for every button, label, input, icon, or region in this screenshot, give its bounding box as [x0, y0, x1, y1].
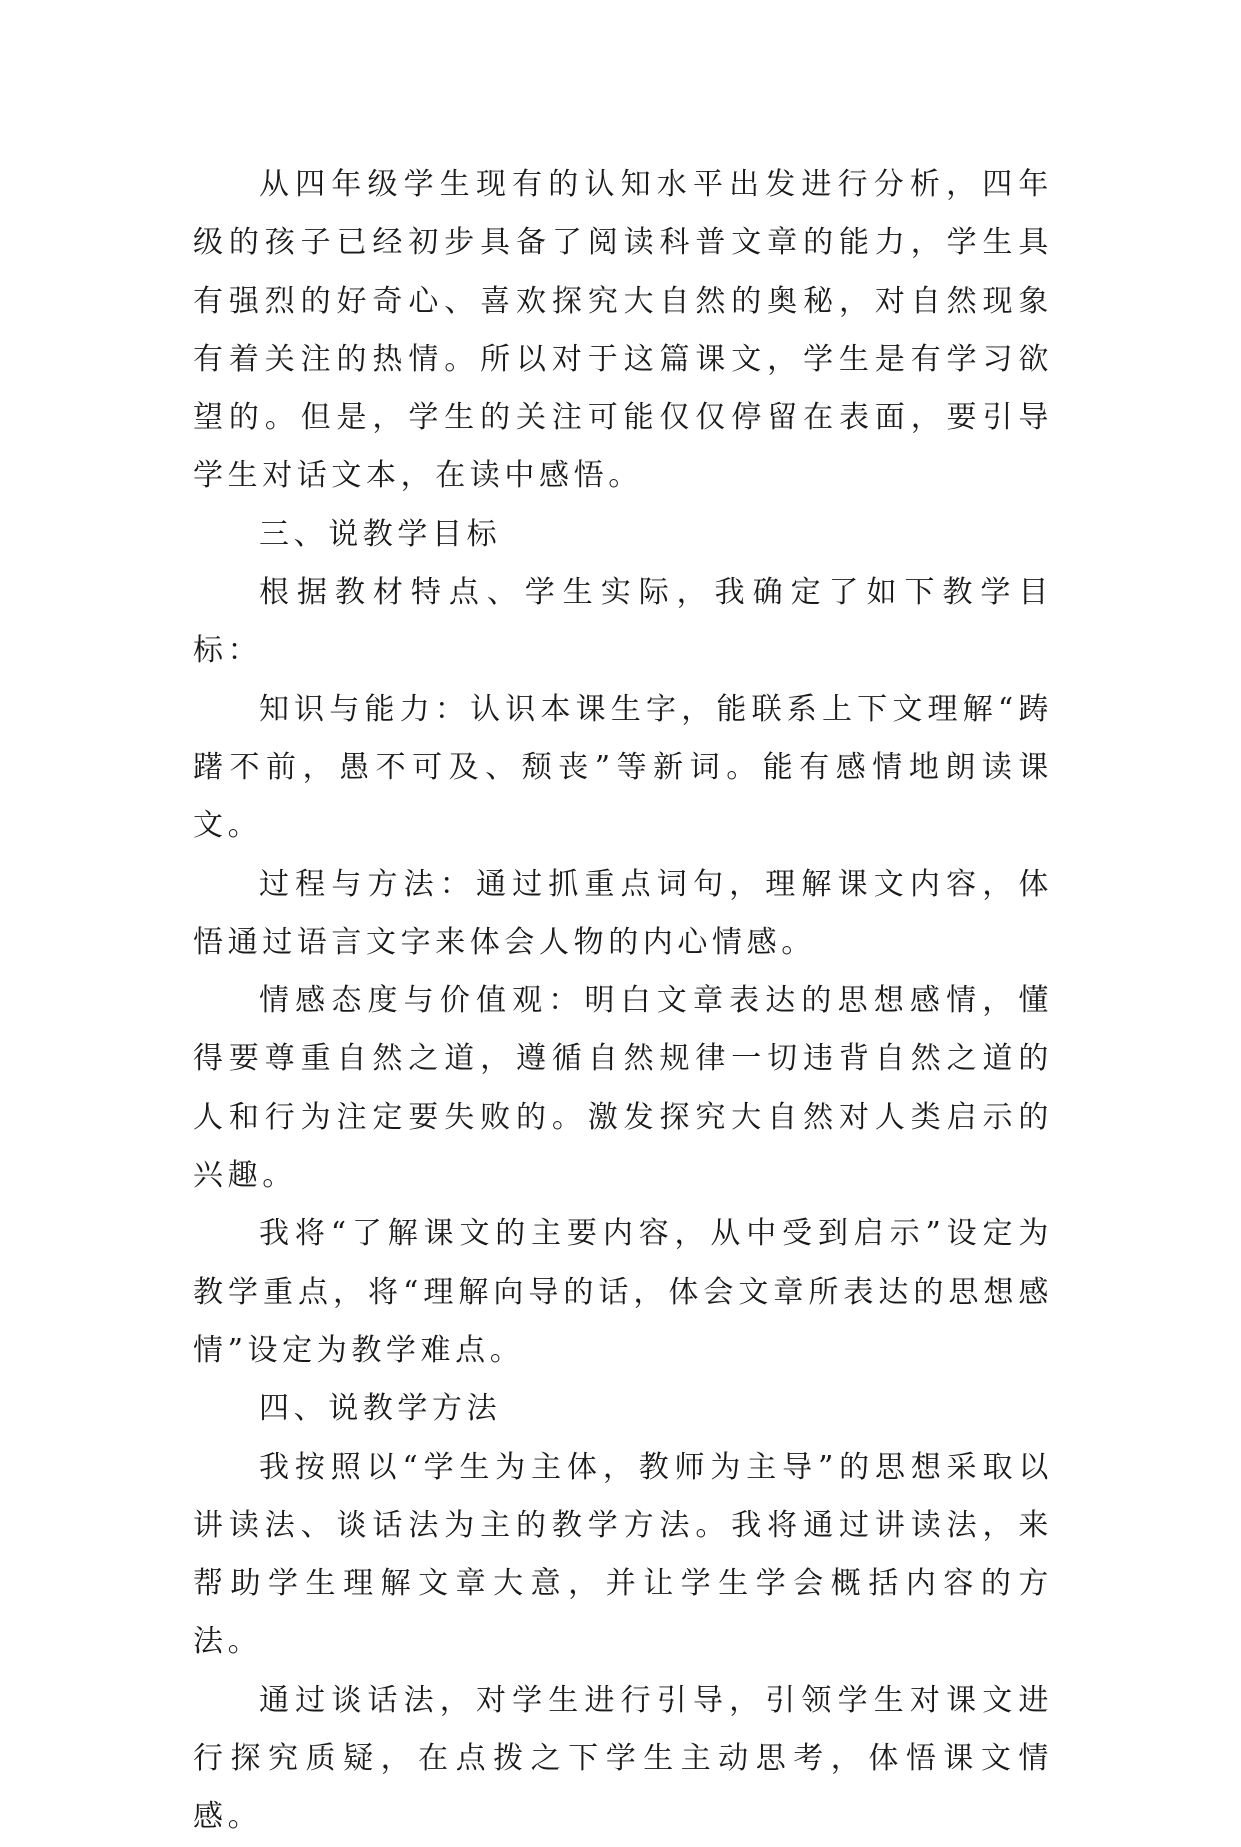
paragraph-knowledge-ability: 知识与能力：认识本课生字，能联系上下文理解“踌躇不前，愚不可及、颓丧”等新词。能有感情地朗读课文。	[193, 691, 1053, 844]
paragraph-process-method: 过程与方法：通过抓重点词句，理解课文内容，体悟通过语言文字来体会人物的内心情感。	[193, 866, 1053, 960]
paragraph-emotion-values: 情感态度与价值观：明白文章表达的思想感情，懂得要尊重自然之道，遵循自然规律一切违背自然之道的人和行为注定要失败的。激发探究大自然对人类启示的兴趣。	[193, 983, 1053, 1194]
document-body	[193, 156, 1053, 1847]
section-heading-teaching-goals: 三、说教学目标	[259, 516, 502, 552]
paragraph-key-difficult-points: 我将“了解课文的主要内容，从中受到启示”设定为教学重点，将“理解向导的话，体会文章所表达的思想感情”设定为教学难点。	[193, 1216, 1053, 1368]
paragraph-goals-intro: 根据教材特点、学生实际，我确定了如下教学目标：	[193, 575, 1053, 669]
paragraph-student-analysis: 从四年级学生现有的认知水平出发进行分析，四年级的孩子已经初步具备了阅读科普文章的能力，学生具有强烈的好奇心、喜欢探究大自然的奥秘，对自然现象有着关注的热情。所以对于这篇课文，学生是有学习欲望的。但是，学生的关注可能仅仅停留在表面，要引导学生对话文本，在读中感悟。	[193, 167, 1053, 494]
section-heading-teaching-methods: 四、说教学方法	[259, 1391, 502, 1427]
paragraph-methods-dialogue: 通过谈话法，对学生进行引导，引领学生对课文进行探究质疑，在点拨之下学生主动思考，体悟课文情感。	[193, 1682, 1053, 1835]
paragraph-methods-lecture: 我按照以“学生为主体，教师为主导”的思想采取以讲读法、谈话法为主的教学方法。我将通过讲读法，来帮助学生理解文章大意，并让学生学会概括内容的方法。	[193, 1449, 1053, 1660]
